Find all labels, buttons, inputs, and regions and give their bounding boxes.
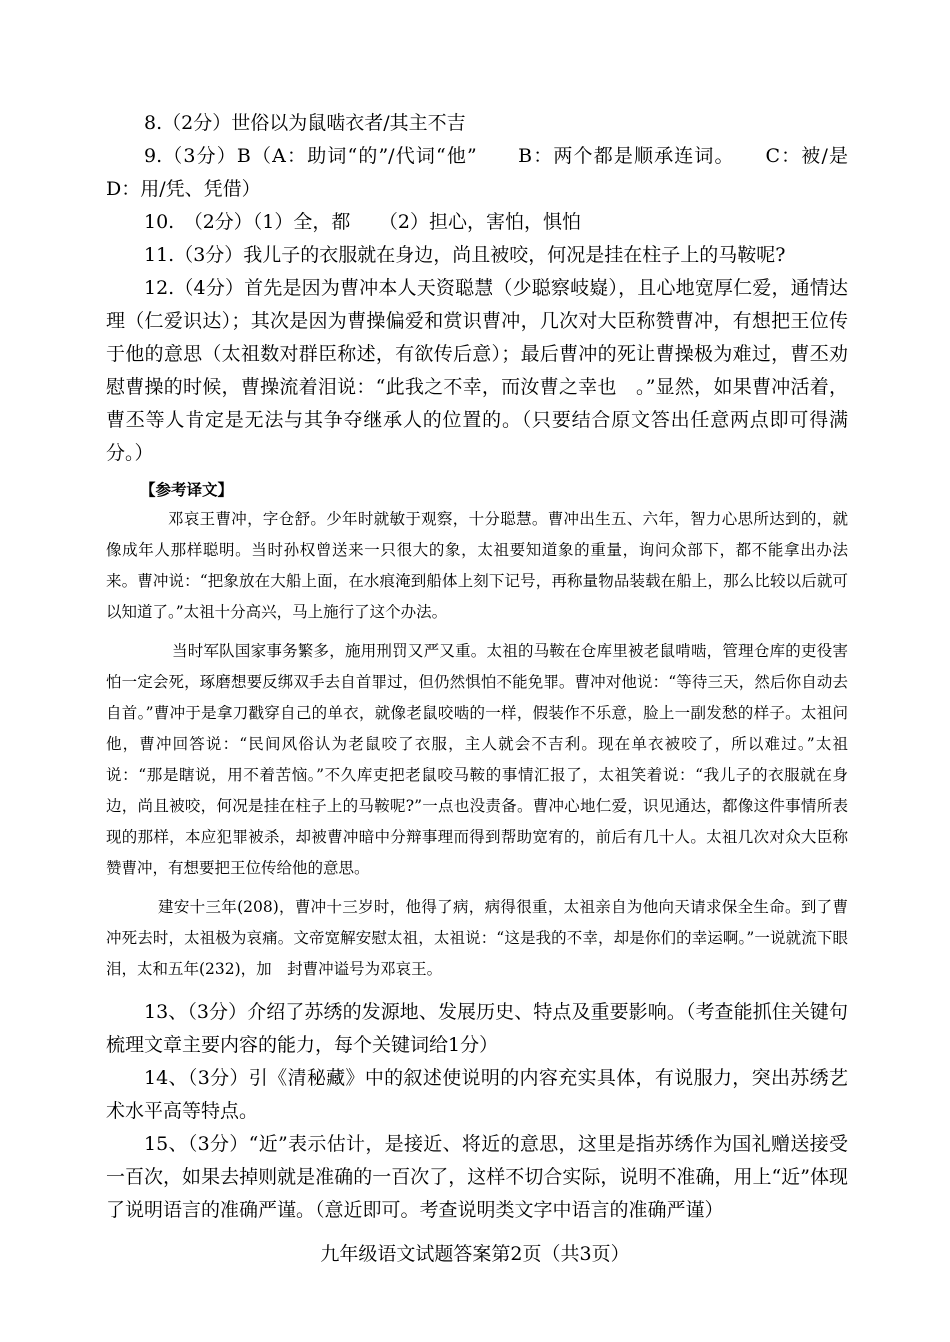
answer-13: 13、（3分）介绍了苏绣的发源地、发展历史、特点及重要影响。（考查能抓住关键句梳理文章主要内容的能力，每个关键词给1分） (106, 1001, 848, 1056)
translation-paragraph-1: 邓哀王曹冲，字仓舒。少年时就敏于观察，十分聪慧。曹冲出生五、六年，智力心思所达到的，就像成年人那样聪明。当时孙权曾送来一只很大的象，太祖要知道象的重量，询问众部下，都不能拿出办法来。曹冲说：“把象放在大船上面，在水痕淹到船体上刻下记号，再称量物品装载在船上，那么比较以后就可以知道了。”太祖十分高兴，马上施行了这个办法。 (106, 510, 848, 621)
translation-paragraph-3: 建安十三年(208)，曹冲十三岁时，他得了病，病得很重，太祖亲自为他向天请求保全生命。到了曹冲死去时，太祖极为哀痛。文帝宽解安慰太祖，太祖说：“这是我的不幸，却是你们的幸运啊。”一说就流下眼泪，太和五年(232)，加 封曹冲谥号为邓哀王。 (106, 898, 848, 978)
answer-14: 14、（3分）引《清秘藏》中的叙述使说明的内容充实具体，有说服力，突出苏绣艺术水平高等特点。 (106, 1067, 848, 1122)
answer-11: 11.（3分）我儿子的衣服就在身边，尚且被咬，何况是挂在柱子上的马鞍呢? (144, 244, 786, 266)
translation-title: 【参考译文】 (140, 480, 234, 499)
answer-8: 8.（2分）世俗以为鼠啮衣者/其主不吉 (144, 112, 466, 134)
answer-10: 10. （2分）（1）全，都 （2）担心，害怕，惧怕 (144, 211, 581, 233)
answer-9: 9.（3分）B（A：助词“的”/代词“他” B：两个都是顺承连词。 C：被/是 D：用/凭、凭借） (106, 145, 887, 200)
translation-section (106, 504, 848, 985)
answer-15: 15、（3分）“近”表示估计，是接近、将近的意思，这里是指苏绣作为国礼赠送接受一百次，如果去掉则就是准确的一百次了，这样不切合实际，说明不准确，用上“近”体现了说明语言的准确严谨。（意近即可。考查说明类文字中语言的准确严谨） (106, 1133, 848, 1221)
page-footer: 九年级语文试题答案第2页（共3页） (320, 1243, 630, 1265)
answer-12: 12.（4分）首先是因为曹冲本人天资聪慧（少聪察岐嶷），且心地宽厚仁爱，通情达理（仁爱识达）；其次是因为曹操偏爱和赏识曹冲，几次对大臣称赞曹冲，有想把王位传于他的意思（太祖数对群臣称述，有欲传后意）；最后曹冲的死让曹操极为难过，曹丕劝慰曹操的时候，曹操流着泪说：“此我之不幸，而汝曹之幸也 。”显然，如果曹冲活着，曹丕等人肯定是无法与其争夺继承人的位置的。（只要结合原文答出任意两点即可得满分。） (106, 277, 848, 464)
translation-paragraph-2: 当时军队国家事务繁多，施用刑罚又严又重。太祖的马鞍在仓库里被老鼠啃啮，管理仓库的吏役害怕一定会死，琢磨想要反绑双手去自首罪过，但仍然惧怕不能免罪。曹冲对他说：“等待三天，然后你自动去自首。”曹冲于是拿刀戳穿自己的单衣，就像老鼠咬啮的一样，假装作不乐意，脸上一副发愁的样子。太祖问他，曹冲回答说：“民间风俗认为老鼠咬了衣服，主人就会不吉利。现在单衣被咬了，所以难过。”太祖说：“那是瞎说，用不着苦恼。”不久库吏把老鼠咬马鞍的事情汇报了，太祖笑着说：“我儿子的衣服就在身边，尚且被咬，何况是挂在柱子上的马鞍呢?”一点也没责备。曹冲心地仁爱，识见通达，都像这件事情所表现的那样，本应犯罪被杀，却被曹冲暗中分辩事理而得到帮助宽宥的，前后有几十人。太祖几次对众大臣称赞曹冲，有想要把王位传给他的意思。 (106, 642, 848, 877)
